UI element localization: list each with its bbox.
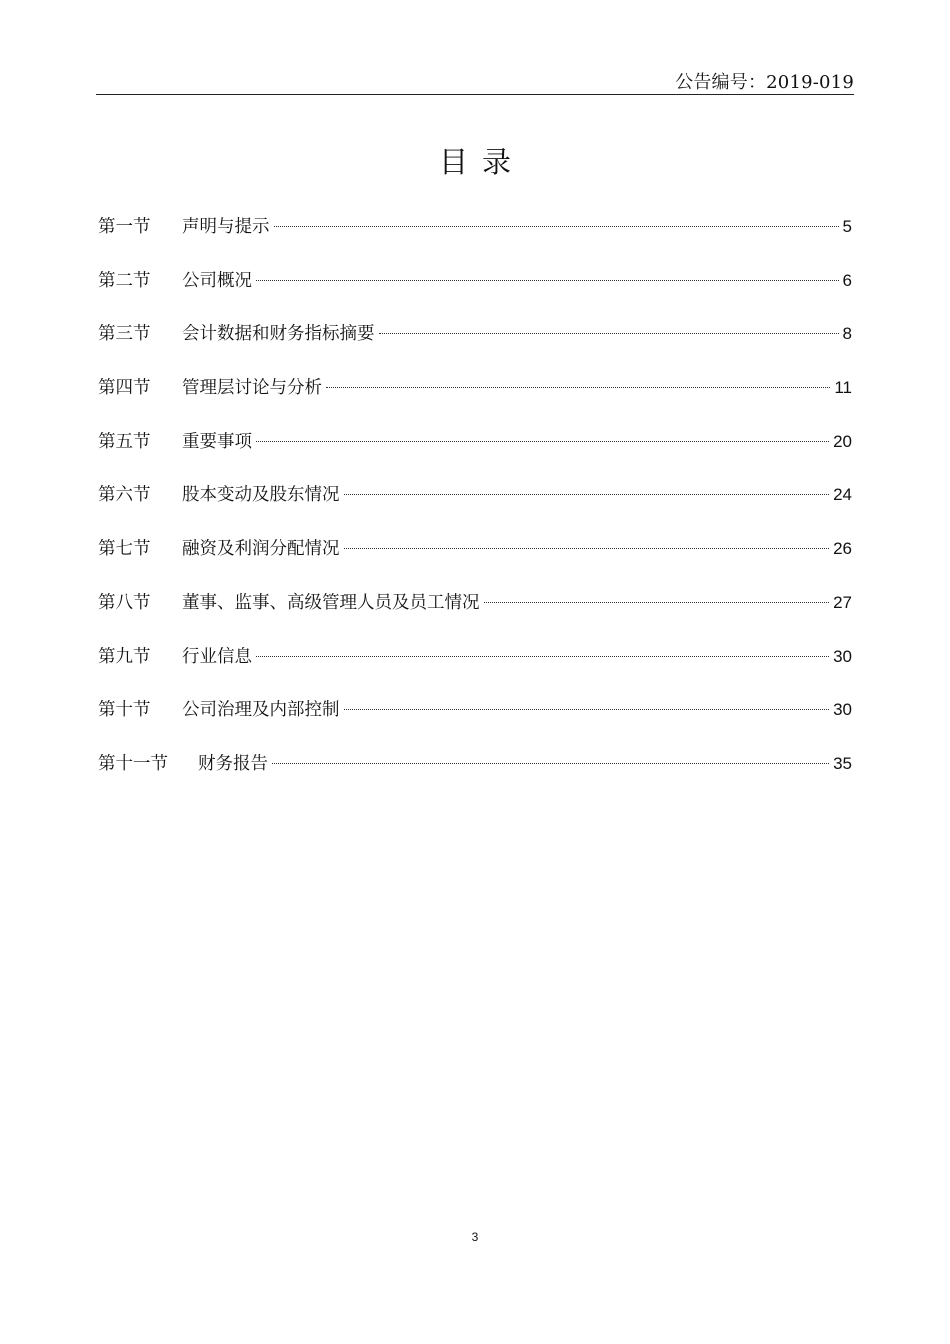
toc-section-number: 第五节 bbox=[98, 431, 151, 452]
toc-entry[interactable] bbox=[98, 371, 852, 425]
toc-entry[interactable] bbox=[98, 317, 852, 371]
toc-entry[interactable] bbox=[98, 586, 852, 640]
toc-dot-leader bbox=[256, 656, 829, 657]
toc-section-title: 管理层讨论与分析 bbox=[182, 378, 322, 399]
toc-page-number: 5 bbox=[842, 217, 852, 236]
page-title: 目录 bbox=[438, 145, 525, 179]
toc-section-title: 董事、监事、高级管理人员及员工情况 bbox=[182, 592, 480, 613]
toc-section-number: 第二节 bbox=[98, 270, 151, 291]
announcement-number: 公告编号：2019-019 bbox=[675, 72, 854, 93]
toc-section-title: 声明与提示 bbox=[182, 217, 270, 237]
toc-dot-leader bbox=[344, 709, 830, 710]
toc-page-number: 27 bbox=[833, 592, 852, 612]
toc-section-title: 行业信息 bbox=[182, 646, 252, 667]
toc-section-title: 重要事项 bbox=[182, 431, 252, 452]
toc-section-number: 第六节 bbox=[98, 485, 151, 506]
toc-entry[interactable] bbox=[98, 478, 852, 532]
toc-page-number: 6 bbox=[842, 270, 852, 290]
toc-section-title: 公司概况 bbox=[182, 270, 252, 291]
toc-entry[interactable] bbox=[98, 693, 852, 747]
toc-section-title: 会计数据和财务指标摘要 bbox=[182, 324, 375, 345]
toc-section-title: 股本变动及股东情况 bbox=[182, 485, 340, 506]
toc-entry[interactable] bbox=[98, 210, 852, 264]
toc-page-number: 20 bbox=[833, 431, 852, 451]
toc-section-number: 第一节 bbox=[98, 217, 151, 237]
toc-dot-leader bbox=[256, 280, 839, 281]
toc-entry[interactable] bbox=[98, 640, 852, 694]
toc-dot-leader bbox=[379, 333, 839, 334]
table-of-contents bbox=[98, 210, 852, 801]
toc-dot-leader bbox=[274, 226, 839, 227]
toc-section-number: 第十一节 bbox=[98, 753, 168, 774]
toc-dot-leader bbox=[484, 602, 830, 603]
toc-dot-leader bbox=[344, 548, 830, 549]
toc-dot-leader bbox=[326, 387, 830, 388]
toc-page-number: 35 bbox=[833, 753, 852, 773]
toc-section-number: 第八节 bbox=[98, 592, 151, 613]
toc-dot-leader bbox=[272, 763, 829, 764]
toc-section-title: 融资及利润分配情况 bbox=[182, 539, 340, 560]
toc-entry[interactable] bbox=[98, 425, 852, 479]
toc-dot-leader bbox=[256, 441, 829, 442]
toc-section-number: 第九节 bbox=[98, 646, 151, 667]
toc-page-number: 26 bbox=[833, 539, 852, 559]
toc-entry[interactable] bbox=[98, 747, 852, 801]
toc-section-number: 第三节 bbox=[98, 324, 151, 345]
toc-page-number: 8 bbox=[842, 324, 852, 344]
toc-entry[interactable] bbox=[98, 532, 852, 586]
toc-section-title: 财务报告 bbox=[198, 753, 268, 774]
header-divider bbox=[96, 94, 854, 95]
toc-entry[interactable] bbox=[98, 264, 852, 318]
toc-page-number: 24 bbox=[833, 485, 852, 505]
toc-page-number: 30 bbox=[833, 646, 852, 666]
toc-section-number: 第七节 bbox=[98, 539, 151, 560]
footer-page-number: 3 bbox=[471, 1230, 479, 1244]
toc-page-number: 11 bbox=[834, 378, 852, 398]
toc-section-number: 第四节 bbox=[98, 378, 151, 399]
toc-section-title: 公司治理及内部控制 bbox=[182, 700, 340, 721]
toc-section-number: 第十节 bbox=[98, 700, 151, 721]
toc-page-number: 30 bbox=[833, 700, 852, 720]
toc-dot-leader bbox=[344, 494, 830, 495]
